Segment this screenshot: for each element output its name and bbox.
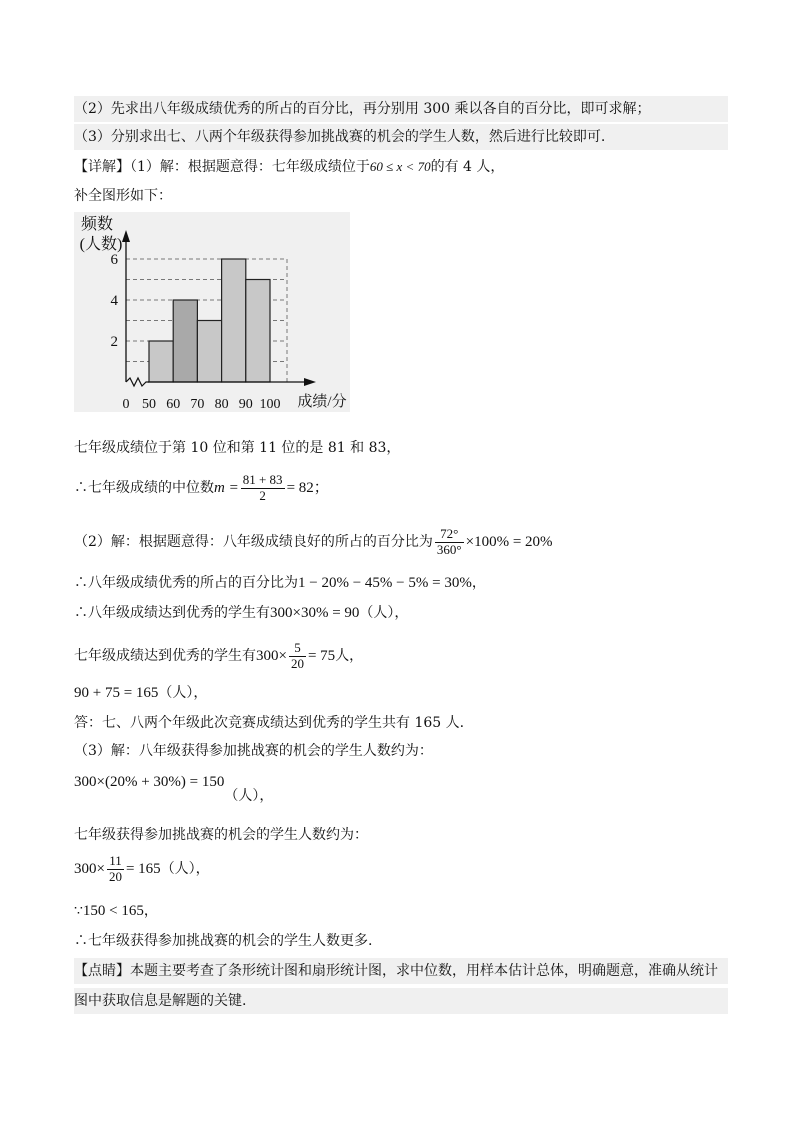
median-result: = 82； xyxy=(286,480,329,496)
histogram-bar xyxy=(222,259,246,382)
x-axis-arrow xyxy=(304,378,316,386)
grade8-challenge-unit: （人）， xyxy=(224,788,274,804)
text-line-2: （3）分别求出七、八两个年级获得参加挑战赛的机会的学生人数，然后进行比较即可. xyxy=(74,124,728,150)
grade7-challenge-mult: 300× xyxy=(74,861,105,877)
good-percent-result: ×100% = 20% xyxy=(465,534,553,550)
text-line-8 xyxy=(74,570,486,596)
text-line-1: （2）先求出八年级成绩优秀的所占的百分比，再分别用 300 乘以各自的百分比，即可求解； xyxy=(74,96,728,122)
text-line-9 xyxy=(74,600,408,626)
y-tick-label: 2 xyxy=(110,334,118,350)
grade7-numerator: 5 xyxy=(289,641,306,656)
grade7-challenge-unit: （人）， xyxy=(160,861,210,877)
median-numerator: 81 + 83 xyxy=(242,472,283,488)
grade7-challenge-denominator: 20 xyxy=(108,868,122,884)
text-line-4: 补全图形如下： xyxy=(74,188,172,204)
median-intro: ∴七年级成绩的中位数 xyxy=(74,480,214,496)
grade7-fraction xyxy=(289,641,306,671)
comparison-expr: 150 < 165 xyxy=(82,903,144,919)
x-tick-label: 50 xyxy=(142,397,156,412)
text-line-20: 图中获取信息是解题的关键. xyxy=(74,988,728,1014)
grade7-excellent-result: = 75 xyxy=(307,648,336,664)
x-tick-label: 100 xyxy=(259,397,281,412)
x-axis-label: 成绩/分 xyxy=(297,394,347,410)
grade8-excellent-intro: ∴八年级成绩达到优秀的学生有 xyxy=(74,605,270,621)
x-tick-label: 0 xyxy=(122,397,130,412)
sum-expr: 90 + 75 = 165 xyxy=(74,685,159,701)
y-tick-label: 4 xyxy=(110,293,118,309)
excellent-percent-expr: 1 − 20% − 45% − 5% = 30% xyxy=(298,575,472,591)
grade8-excellent-expr: 300×30% = 90 xyxy=(270,605,360,621)
grade7-excellent-unit: 人， xyxy=(335,648,364,664)
y-axis-label-line1: 频数 xyxy=(80,216,114,233)
grade7-excellent-mult: 300× xyxy=(256,648,287,664)
x-tick-label: 80 xyxy=(214,397,229,412)
angle-fraction xyxy=(435,527,464,557)
text-line-3 xyxy=(74,154,504,180)
histogram-bar xyxy=(173,300,197,382)
histogram-chart xyxy=(74,212,350,412)
x-tick-label: 90 xyxy=(238,397,253,412)
text-line-16 xyxy=(74,846,210,892)
angle-numerator: 72° xyxy=(435,527,464,542)
histogram-svg xyxy=(74,212,350,412)
median-denominator: 2 xyxy=(259,487,266,503)
text-line-11 xyxy=(74,680,207,706)
text-line-19: 【点睛】本题主要考查了条形统计图和扇形统计图，求中位数，用样本估计总体，明确题意，准确从统计 xyxy=(74,958,728,984)
grade7-excellent-intro: 七年级成绩达到优秀的学生有 xyxy=(74,648,256,664)
x-tick-label: 60 xyxy=(166,397,181,412)
text-line-14 xyxy=(74,770,273,810)
text-line-18: ∴七年级获得参加挑战赛的机会的学生人数更多. xyxy=(74,933,373,949)
sum-unit: （人）， xyxy=(158,685,208,701)
grade8-challenge-expr: 300×(20% + 30%) = 150 xyxy=(74,774,225,790)
text-line-10 xyxy=(74,634,363,678)
histogram-bar xyxy=(197,321,221,383)
grade7-challenge-result: = 165 xyxy=(125,861,161,877)
text-line-12: 答：七、八两个年级此次竞赛成绩达到优秀的学生共有 165 人. xyxy=(74,715,465,731)
text-line-7 xyxy=(74,520,553,564)
good-percent-intro: （2）解：根据题意得：八年级成绩良好的所占的百分比为 xyxy=(74,534,433,550)
histogram-bar xyxy=(246,280,270,383)
detail-count: 的有 4 人， xyxy=(430,159,505,175)
grade7-denominator: 20 xyxy=(290,655,304,671)
x-tick-label: 70 xyxy=(190,397,205,412)
excellent-percent-intro: ∴八年级成绩优秀的所占的百分比为 xyxy=(74,575,298,591)
median-fraction xyxy=(241,473,285,503)
median-var: m = xyxy=(214,480,239,496)
detail-intro: 【详解】（1）解：根据题意得：七年级成绩位于 xyxy=(74,159,370,175)
axis-break xyxy=(126,378,149,386)
because-symbol: ∵ xyxy=(74,903,83,919)
text-line-13: （3）解：八年级获得参加挑战赛的机会的学生人数约为： xyxy=(74,743,433,759)
angle-denominator: 360° xyxy=(436,541,462,557)
range-expression: 60 ≤ x < 70 xyxy=(369,159,431,174)
text-line-5: 七年级成绩位于第 10 位和第 11 位的是 81 和 83， xyxy=(74,440,401,456)
y-tick-label: 6 xyxy=(110,252,118,268)
histogram-bar xyxy=(149,341,173,382)
text-line-17 xyxy=(74,898,158,924)
comparison-end: ， xyxy=(143,903,158,919)
grade8-excellent-unit: （人）， xyxy=(359,605,409,621)
y-axis-label-line2: (人数) xyxy=(79,236,123,253)
grade7-challenge-fraction xyxy=(107,854,124,884)
text-line-15: 七年级获得参加挑战赛的机会的学生人数约为： xyxy=(74,827,368,843)
excellent-percent-end: ， xyxy=(471,575,486,591)
y-axis-arrow xyxy=(122,230,130,242)
grade7-challenge-numerator: 11 xyxy=(107,854,124,869)
text-line-6 xyxy=(74,466,329,510)
